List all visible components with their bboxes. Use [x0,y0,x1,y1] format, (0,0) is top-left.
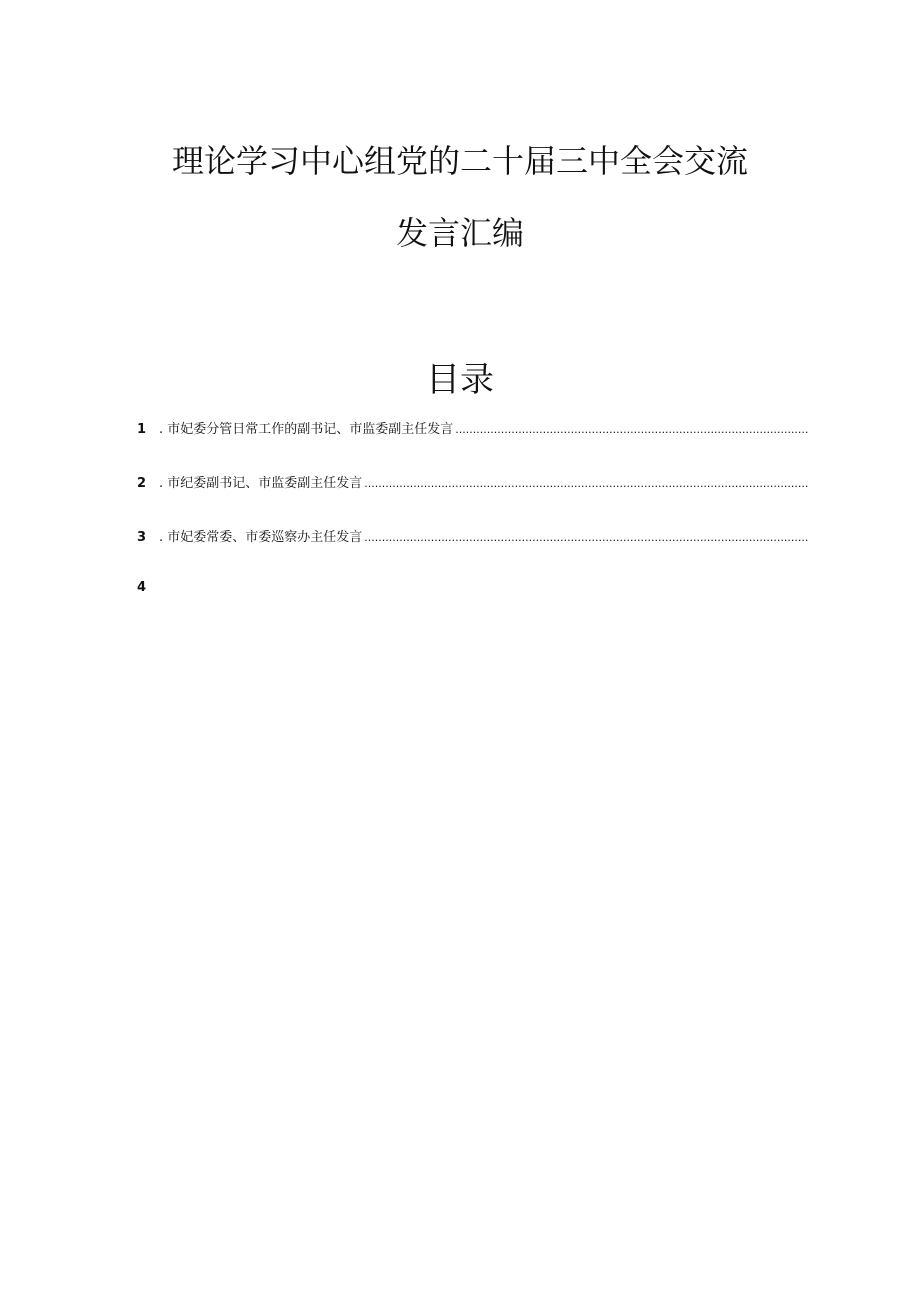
toc-leader-dots [364,528,808,548]
toc-leader-dots [364,474,808,494]
toc-item-text: . 市妃委分管日常工作的副书记、市监委副主任发言 [159,422,454,437]
document-title-line-2: 发言汇编 [395,214,524,252]
toc-trailing-number: 4 [137,580,147,595]
toc-item-text: . 市妃委常委、市委巡察办主任发言 [159,530,363,545]
toc-item-1[interactable] [137,420,808,440]
toc-heading: 目录 [426,360,494,400]
toc-list [137,420,808,548]
toc-item-2[interactable] [137,474,808,494]
toc-item-3[interactable] [137,528,808,548]
toc-item-number: 3 [137,530,147,545]
toc-item-number: 1 [137,422,147,437]
document-title-line-1: 理论学习中心组党的二十届三中全会交流 [171,142,748,180]
toc-item-text: . 市纪委副书记、市监委副主任发言 [159,476,363,491]
toc-leader-dots [455,420,808,440]
toc-item-number: 2 [137,476,147,491]
